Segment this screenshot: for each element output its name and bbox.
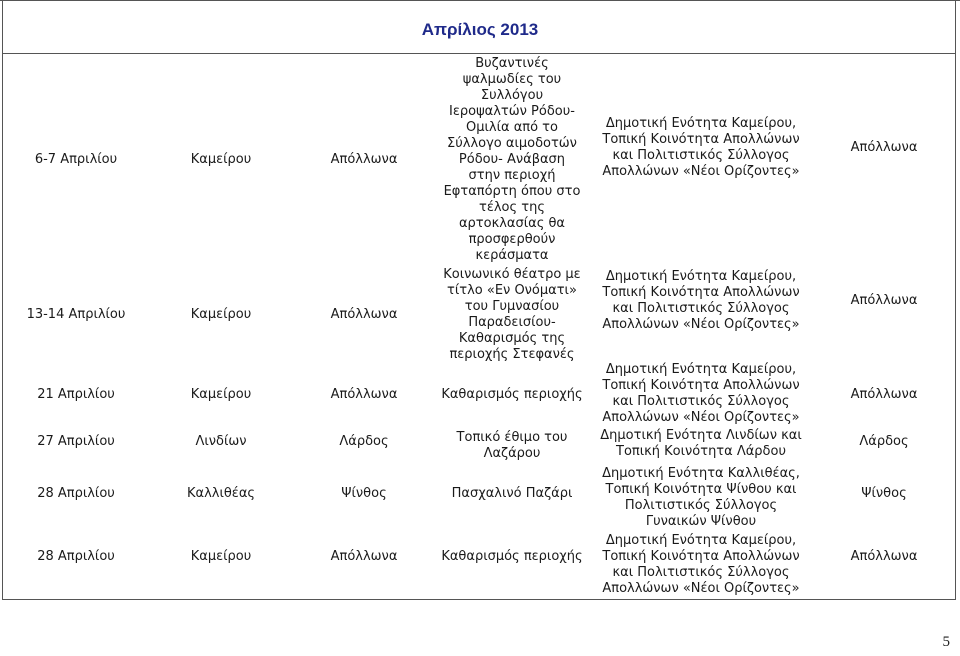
event-cell: Κοινωνικό θέατρο με τίτλο «Εν Ονόματι» του Γυμνασίου Παραδεισίου- Καθαρισμός της περιοχής Στεφανές bbox=[443, 267, 581, 362]
events-table bbox=[2, 54, 956, 600]
municipality-cell: Καμείρου bbox=[190, 387, 252, 402]
place-cell: Απόλλωνα bbox=[330, 307, 398, 322]
table-row bbox=[3, 428, 955, 464]
organizer-cell: Δημοτική Ενότητα Λινδίων και Τοπική Κοινότητα Λάρδου bbox=[600, 428, 802, 459]
date-cell: 21 Απριλίου bbox=[37, 387, 115, 402]
location-cell: Ψίνθος bbox=[861, 486, 907, 501]
event-cell: Καθαρισμός περιοχής bbox=[441, 549, 583, 564]
page-title: Απρίλιος 2013 bbox=[421, 20, 539, 39]
municipality-cell: Λινδίων bbox=[195, 434, 247, 449]
date-cell: 13-14 Απριλίου bbox=[26, 307, 126, 322]
event-cell: Τοπικό έθιμο του Λαζάρου bbox=[456, 430, 568, 461]
municipality-cell: Καλλιθέας bbox=[186, 486, 256, 501]
table-row bbox=[3, 362, 955, 425]
location-cell: Απόλλωνα bbox=[850, 293, 918, 308]
location-cell: Απόλλωνα bbox=[850, 549, 918, 564]
date-cell: 6-7 Απριλίου bbox=[34, 152, 118, 167]
organizer-cell: Δημοτική Ενότητα Καμείρου, Τοπική Κοινότητα Απολλώνων και Πολιτιστικός Σύλλογος Απολλώνων «Νέοι Ορίζοντες» bbox=[602, 116, 800, 179]
place-cell: Απόλλωνα bbox=[330, 387, 398, 402]
event-cell: Πασχαλινό Παζάρι bbox=[451, 486, 573, 501]
date-cell: 27 Απριλίου bbox=[37, 434, 115, 449]
place-cell: Λάρδος bbox=[339, 434, 389, 449]
organizer-cell: Δημοτική Ενότητα Καμείρου, Τοπική Κοινότητα Απολλώνων και Πολιτιστικός Σύλλογος Απολλώνων «Νέοι Ορίζοντες» bbox=[602, 362, 800, 425]
place-cell: Απόλλωνα bbox=[330, 549, 398, 564]
title-box bbox=[2, 0, 956, 54]
location-cell: Απόλλωνα bbox=[850, 387, 918, 402]
event-cell: Βυζαντινές ψαλμωδίες του Συλλόγου Ιεροψαλτών Ρόδου- Ομιλία από το Σύλλογο αιμοδοτών Ρόδου- Ανάβαση στην περιοχή Εφταπόρτη όπου στο τέλος της αρτοκλασίας θα προσφερθούν κεράσματα bbox=[443, 56, 581, 263]
municipality-cell: Καμείρου bbox=[190, 307, 252, 322]
place-cell: Απόλλωνα bbox=[330, 152, 398, 167]
location-cell: Λάρδος bbox=[859, 434, 909, 449]
table-row bbox=[3, 56, 955, 264]
municipality-cell: Καμείρου bbox=[190, 152, 252, 167]
organizer-cell: Δημοτική Ενότητα Καμείρου, Τοπική Κοινότητα Απολλώνων και Πολιτιστικός Σύλλογος Απολλώνων «Νέοι Ορίζοντες» bbox=[602, 533, 800, 596]
organizer-cell: Δημοτική Ενότητα Καλλιθέας, Τοπική Κοινότητα Ψίνθου και Πολιτιστικός Σύλλογος Γυναικών Ψίνθου bbox=[602, 466, 800, 529]
page-number: 5 bbox=[942, 634, 950, 650]
table-row bbox=[3, 264, 955, 366]
table-row bbox=[3, 532, 955, 598]
date-cell: 28 Απριλίου bbox=[37, 549, 115, 564]
municipality-cell: Καμείρου bbox=[190, 549, 252, 564]
table-row bbox=[3, 466, 955, 530]
date-cell: 28 Απριλίου bbox=[37, 486, 115, 501]
organizer-cell: Δημοτική Ενότητα Καμείρου, Τοπική Κοινότητα Απολλώνων και Πολιτιστικός Σύλλογος Απολλώνων «Νέοι Ορίζοντες» bbox=[602, 269, 800, 332]
place-cell: Ψίνθος bbox=[341, 486, 387, 501]
event-cell: Καθαρισμός περιοχής bbox=[441, 387, 583, 402]
location-cell: Απόλλωνα bbox=[850, 140, 918, 155]
